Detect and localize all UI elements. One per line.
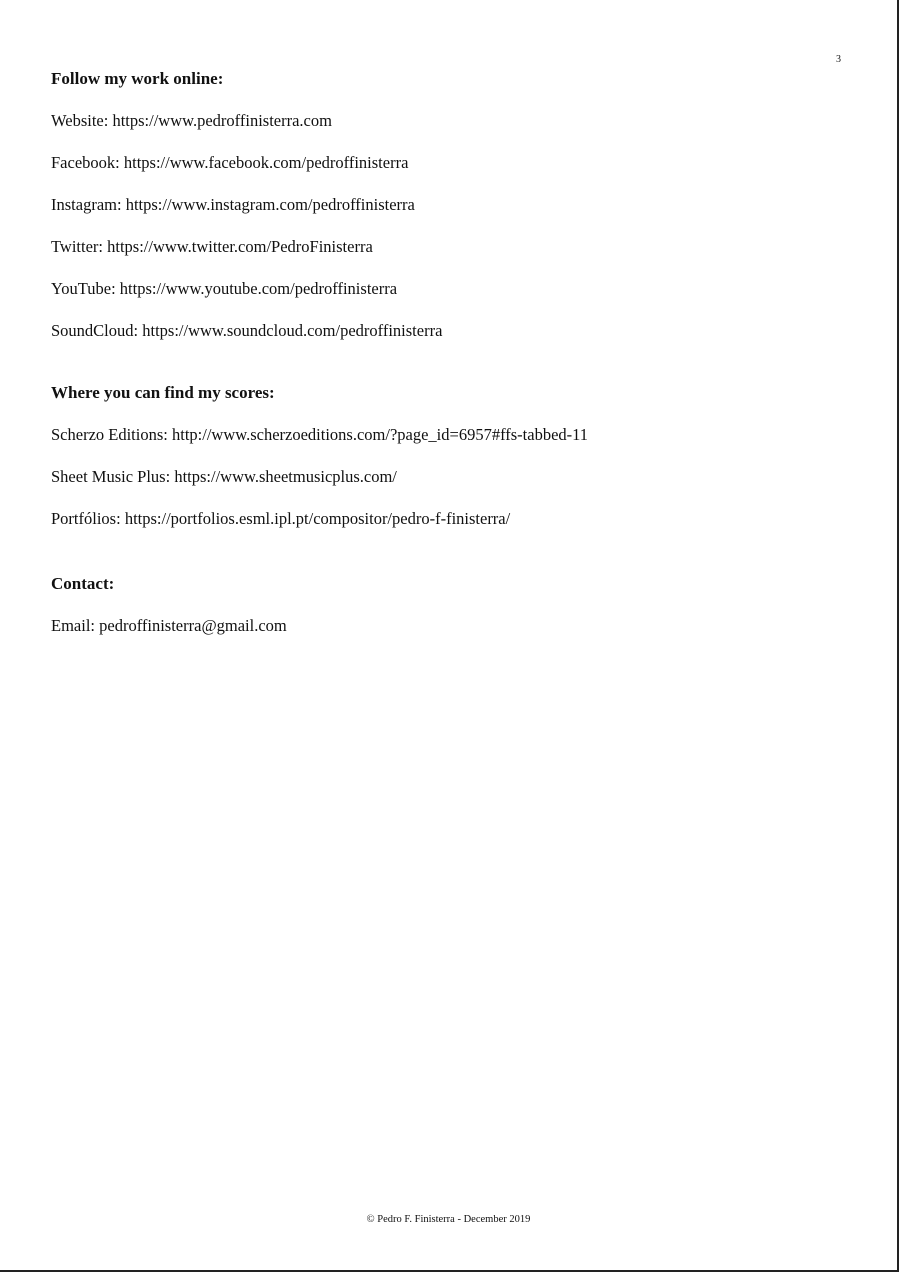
portfolios-label: Portfólios:	[51, 509, 121, 528]
contact-section	[51, 574, 851, 636]
sheetmusicplus-line	[51, 467, 851, 487]
sheetmusicplus-link[interactable]: https://www.sheetmusicplus.com/	[174, 467, 397, 486]
twitter-label: Twitter:	[51, 237, 103, 256]
page-number: 3	[836, 54, 841, 65]
follow-heading: Follow my work online:	[51, 69, 224, 88]
soundcloud-link[interactable]: https://www.soundcloud.com/pedroffinisterra	[142, 321, 443, 340]
footer-copyright: © Pedro F. Finisterra - December 2019	[366, 1214, 531, 1225]
twitter-link[interactable]: https://www.twitter.com/PedroFinisterra	[107, 237, 373, 256]
youtube-label: YouTube:	[51, 279, 116, 298]
facebook-line	[51, 153, 851, 173]
twitter-line	[51, 237, 851, 257]
scherzo-label: Scherzo Editions:	[51, 425, 168, 444]
website-label: Website:	[51, 111, 109, 130]
youtube-link[interactable]: https://www.youtube.com/pedroffinisterra	[119, 279, 398, 298]
instagram-line	[51, 195, 851, 215]
email-label: Email:	[51, 616, 95, 635]
facebook-label: Facebook:	[51, 153, 120, 172]
scherzo-link[interactable]: http://www.scherzoeditions.com/?page_id=6957#ffs-tabbed-11	[171, 425, 589, 444]
instagram-label: Instagram:	[51, 195, 122, 214]
email-line	[51, 616, 851, 636]
instagram-link[interactable]: https://www.instagram.com/pedroffinisterra	[125, 195, 415, 214]
follow-section	[51, 69, 851, 341]
portfolios-link[interactable]: https://portfolios.esml.ipl.pt/compositor/pedro-f-finisterra/	[124, 509, 511, 528]
soundcloud-line	[51, 321, 851, 341]
scherzo-line	[51, 425, 851, 445]
sheetmusicplus-label: Sheet Music Plus:	[51, 467, 171, 486]
email-link[interactable]: pedroffinisterra@gmail.com	[99, 616, 287, 635]
soundcloud-label: SoundCloud:	[51, 321, 139, 340]
website-line	[51, 111, 851, 131]
facebook-link[interactable]: https://www.facebook.com/pedroffinisterra	[123, 153, 409, 172]
scores-section	[51, 383, 851, 529]
youtube-line	[51, 279, 851, 299]
website-link[interactable]: https://www.pedroffinisterra.com	[112, 111, 332, 130]
portfolios-line	[51, 509, 851, 529]
contact-heading: Contact:	[51, 574, 115, 593]
scores-heading: Where you can find my scores:	[51, 383, 275, 402]
